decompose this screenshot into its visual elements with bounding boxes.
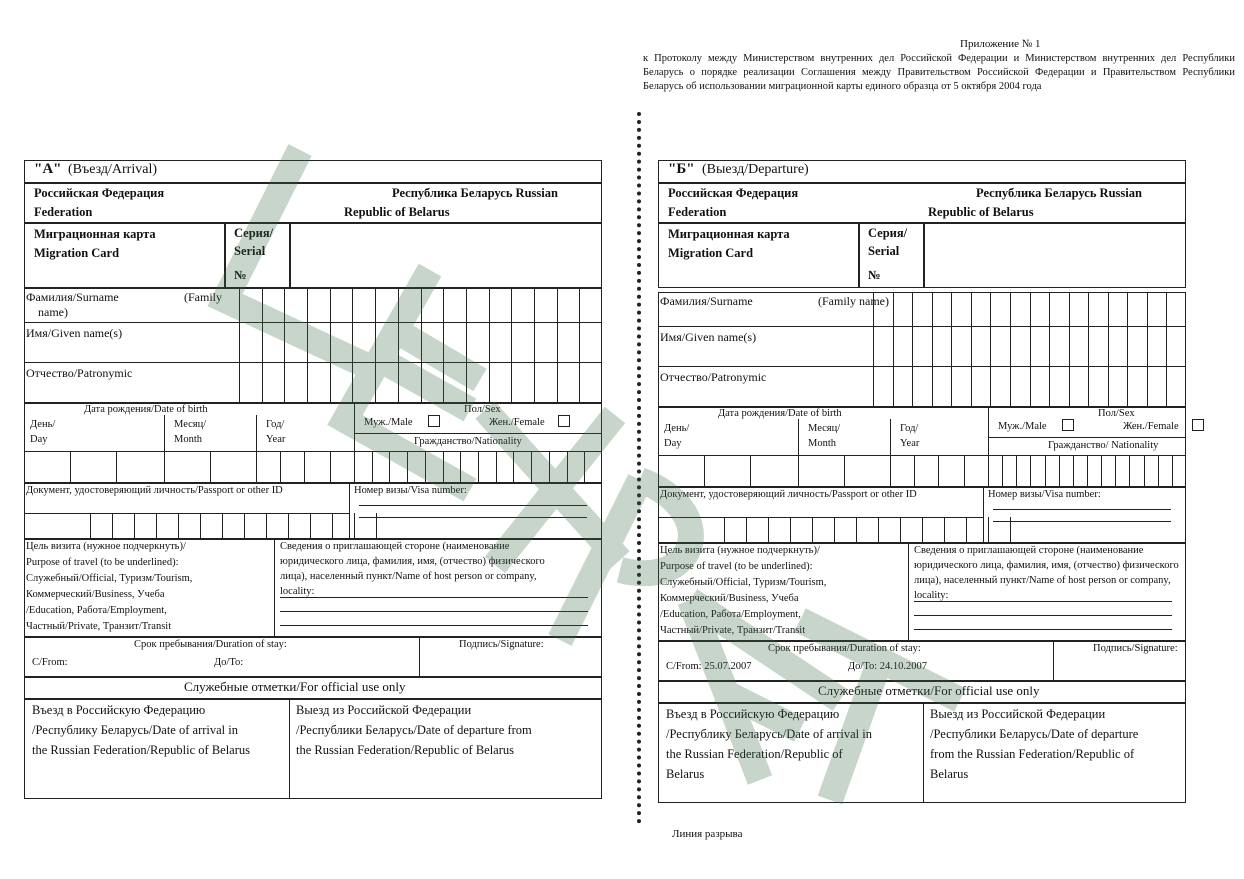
number-sign: № <box>868 268 881 282</box>
duration-label: Срок пребывания/Duration of stay: <box>134 639 287 650</box>
arrival-entry-line: Belarus <box>666 767 705 781</box>
purpose-line: Частный/Private, Транзит/Transit <box>26 621 172 632</box>
day-label-2: Day <box>664 438 682 449</box>
month-label: Месяц/ <box>808 423 841 434</box>
nationality-cell-line <box>460 451 461 483</box>
document-cell-line <box>222 513 223 539</box>
host-underline <box>914 615 1172 616</box>
nationality-cell-line <box>531 451 532 483</box>
purpose-line: Коммерческий/Business, Учеба <box>26 589 165 600</box>
dob-cell-line <box>658 455 659 487</box>
nationality-cell-line <box>1101 455 1102 487</box>
name-grid-cell-line <box>239 288 240 403</box>
rule-line <box>359 505 587 506</box>
dob-cell-line <box>914 455 915 487</box>
name-grid-cell-line <box>1030 292 1031 407</box>
official-label: Служебные отметки/For official use only <box>184 679 406 694</box>
female-checkbox[interactable] <box>558 415 570 427</box>
name-grid-cell-line <box>443 288 444 403</box>
name-grid-cell-line <box>1147 292 1148 407</box>
month-label: Месяц/ <box>174 419 207 430</box>
name-grid-cell-line <box>352 288 353 403</box>
visa-label: Номер визы/Visa number: <box>354 485 467 496</box>
rule-line <box>983 487 984 543</box>
rb-label: Республика Беларусь Russian <box>976 186 1142 200</box>
name-grid-box <box>24 288 602 403</box>
departure-entry-line: Выезд из Российской Федерации <box>296 703 472 717</box>
duration-label: Срок пребывания/Duration of stay: <box>768 643 921 654</box>
document-cell-line <box>178 513 179 539</box>
name-grid-cell-line <box>912 292 913 407</box>
rule-line <box>658 517 983 518</box>
nationality-cell-line <box>354 451 355 483</box>
visa-label: Номер визы/Visa number: <box>988 489 1101 500</box>
dob-cell-line <box>256 451 257 483</box>
name-grid-cell-line <box>489 288 490 403</box>
male-label: Муж./Male <box>998 421 1047 432</box>
host-line: юридического лица, фамилия, имя, (отчество) физического <box>914 560 1179 571</box>
document-cell-line <box>90 513 91 539</box>
rule-line <box>993 509 1171 510</box>
name-grid-cell-line <box>971 292 972 407</box>
name-grid-cell-line <box>307 288 308 403</box>
nationality-cell-line <box>1030 455 1031 487</box>
rule-line <box>349 483 350 539</box>
given-name-label: Имя/Given name(s) <box>26 326 123 340</box>
name-grid-cell-line <box>511 288 512 403</box>
dob-cell-line <box>280 451 281 483</box>
host-underline <box>280 625 588 626</box>
rule-line <box>24 362 602 363</box>
document-cell-line <box>332 513 333 539</box>
name-grid-cell-line <box>579 288 580 403</box>
day-label: День/ <box>664 423 690 434</box>
serial-label-2: Serial <box>234 244 266 258</box>
surname-label: Фамилия/Surname <box>660 294 753 308</box>
departure-entry-line: Belarus <box>930 767 969 781</box>
dob-cell-line <box>750 455 751 487</box>
name-grid-cell-line <box>1010 292 1011 407</box>
host-line: Сведения о приглашающей стороне (наименование <box>914 545 1144 556</box>
document-cell-line <box>156 513 157 539</box>
rule-line <box>908 543 909 641</box>
purpose-line: Служебный/Official, Туризм/Tourism, <box>660 577 827 588</box>
rule-line <box>798 419 799 455</box>
nationality-cell-line <box>584 451 585 483</box>
nationality-cell-line <box>1073 455 1074 487</box>
dob-label: Дата рождения/Date of birth <box>718 408 842 419</box>
name-grid-cell-line <box>1108 292 1109 407</box>
dob-cell-line <box>938 455 939 487</box>
departure-entry-line: /Республики Беларусь/Date of departure <box>930 727 1139 741</box>
purpose-line: /Education, Работа/Employment, <box>660 609 801 620</box>
rule-line <box>923 222 925 288</box>
cut-line-label: Линия разрыва <box>672 828 743 840</box>
arrival-entry-line: the Russian Federation/Republic of <box>666 747 843 761</box>
nationality-label: Гражданство/ Nationality <box>1048 440 1159 451</box>
document-cell-line <box>266 513 267 539</box>
male-checkbox[interactable] <box>428 415 440 427</box>
nationality-cell-line <box>1059 455 1060 487</box>
name-grid-cell-line <box>534 288 535 403</box>
serial-label: Серия/ <box>868 226 908 240</box>
document-cell-line <box>812 517 813 543</box>
document-cell-line <box>724 517 725 543</box>
rule-line <box>24 451 602 452</box>
dob-cell-line <box>964 455 965 487</box>
dob-cell-line <box>798 455 799 487</box>
dob-cell-line <box>164 451 165 483</box>
rf-label-2: Federation <box>34 205 93 219</box>
migration-card-label-2: Migration Card <box>34 246 120 260</box>
serial-number-input[interactable] <box>926 224 1182 286</box>
nationality-cell-line <box>425 451 426 483</box>
patronymic-label: Отчество/Patronymic <box>660 370 767 384</box>
rf-label: Российская Федерация <box>34 186 165 200</box>
purpose-line: Purpose of travel (to be underlined): <box>660 561 813 572</box>
nationality-cell-line <box>1002 455 1003 487</box>
name-grid-cell-line <box>990 292 991 407</box>
document-label: Документ, удостоверяющий личность/Passport or other ID <box>660 489 917 500</box>
dob-cell-line <box>304 451 305 483</box>
document-cell-line <box>834 517 835 543</box>
departure-entry-line: /Республики Беларусь/Date of departure from <box>296 723 532 737</box>
document-cell-line <box>112 513 113 539</box>
document-cell-line <box>790 517 791 543</box>
rule-line <box>224 222 226 288</box>
migration-card-label-2: Migration Card <box>668 246 754 260</box>
nationality-cell-line <box>1172 455 1173 487</box>
nationality-cell-line <box>478 451 479 483</box>
to-label: До/To: <box>214 657 244 668</box>
dob-cell-line <box>890 455 891 487</box>
surname-family-label: (Family name) <box>818 294 889 308</box>
host-line: юридического лица, фамилия, имя, (отчество) физического <box>280 556 545 567</box>
patronymic-label: Отчество/Patronymic <box>26 366 133 380</box>
nationality-cell-line <box>443 451 444 483</box>
male-label: Муж./Male <box>364 417 413 428</box>
name-grid-cell-line <box>375 288 376 403</box>
rf-label: Российская Федерация <box>668 186 799 200</box>
host-line: лица), населенный пункт/Name of host person or company, <box>914 575 1171 586</box>
arrival-entry-line: /Республику Беларусь/Date of arrival in <box>666 727 872 741</box>
from-label: С/From: <box>32 657 68 668</box>
arrival-entry-line: the Russian Federation/Republic of Belarus <box>32 743 251 757</box>
dob-label: Дата рождения/Date of birth <box>84 404 208 415</box>
number-sign: № <box>234 268 247 282</box>
dob-cell-line <box>116 451 117 483</box>
purpose-line: Цель визита (нужное подчеркнуть)/ <box>26 541 186 552</box>
surname-label: Фамилия/Surname <box>26 290 119 304</box>
day-label: День/ <box>30 419 56 430</box>
document-cell-line <box>310 513 311 539</box>
document-cell-line <box>354 513 355 539</box>
migration-card-label: Миграционная карта <box>34 227 156 241</box>
serial-number-input[interactable] <box>292 224 598 286</box>
rule-line <box>419 637 420 677</box>
purpose-line: Коммерческий/Business, Учеба <box>660 593 799 604</box>
rule-line <box>24 322 602 323</box>
nationality-cell-line <box>513 451 514 483</box>
document-cell-line <box>288 513 289 539</box>
document-cell-line <box>988 517 989 543</box>
host-line: Сведения о приглашающей стороне (наименование <box>280 541 510 552</box>
official-label: Служебные отметки/For official use only <box>818 683 1040 698</box>
rule-line <box>274 539 275 637</box>
name-grid-cell-line <box>284 288 285 403</box>
document-cell-line <box>922 517 923 543</box>
year-label-2: Year <box>266 434 286 445</box>
document-cell-line <box>856 517 857 543</box>
nationality-cell-line <box>389 451 390 483</box>
serial-label-2: Serial <box>868 244 900 258</box>
card-part-letter: "Б" <box>668 161 695 177</box>
nationality-label: Гражданство/Nationality <box>414 436 522 447</box>
surname-name-label: name) <box>38 305 68 319</box>
signature-label: Подпись/Signature: <box>459 639 544 650</box>
cut-line <box>637 112 641 824</box>
name-grid-cell-line <box>951 292 952 407</box>
purpose-line: Частный/Private, Транзит/Transit <box>660 625 806 636</box>
sex-label: Пол/Sex <box>464 404 501 415</box>
document-cell-line <box>134 513 135 539</box>
nationality-cell-line <box>567 451 568 483</box>
nationality-cell-line <box>372 451 373 483</box>
name-grid-cell-line <box>330 288 331 403</box>
month-label-2: Month <box>174 434 203 445</box>
host-underline <box>914 629 1172 630</box>
host-underline <box>280 597 588 598</box>
document-cell-line <box>244 513 245 539</box>
nationality-cell-line <box>407 451 408 483</box>
nationality-cell-line <box>1087 455 1088 487</box>
to-label: До/To: 24.10.2007 <box>848 661 928 672</box>
appendix-text: к Протоколу между Министерством внутренних дел Российской Федерации и Министерством внутренних дел Республики Беларусь о порядке реализации Соглашения между Правительством Российской Федерации и Правительством Республики Беларусь об использовании миграционной карты единого образца от 5 октября 2004 года <box>643 53 1235 92</box>
year-label: Год/ <box>266 419 285 430</box>
name-grid-cell-line <box>466 288 467 403</box>
dob-cell-line <box>844 455 845 487</box>
rule-line <box>24 513 349 514</box>
departure-entry-line: from the Russian Federation/Republic of <box>930 747 1135 761</box>
arrival-entry-line: Въезд в Российскую Федерацию <box>32 703 206 717</box>
dob-cell-line <box>70 451 71 483</box>
month-label-2: Month <box>808 438 837 449</box>
rule-line <box>658 455 1186 456</box>
from-label: С/From: 25.07.2007 <box>666 661 752 672</box>
dob-cell-line <box>24 451 25 483</box>
dob-cell-line <box>330 451 331 483</box>
rule-line <box>256 415 257 451</box>
host-underline <box>280 611 588 612</box>
nationality-cell-line <box>1158 455 1159 487</box>
purpose-line: /Education, Работа/Employment, <box>26 605 167 616</box>
rule-line <box>988 437 1186 438</box>
rule-line <box>993 521 1171 522</box>
rule-line <box>858 222 860 288</box>
host-line: лица), населенный пункт/Name of host person or company, <box>280 571 537 582</box>
document-cell-line <box>200 513 201 539</box>
appendix-title: Приложение № 1 <box>960 38 1041 50</box>
rb-label-2: Republic of Belarus <box>344 205 450 219</box>
rf-label-2: Federation <box>668 205 727 219</box>
arrival-entry-line: Въезд в Российскую Федерацию <box>666 707 840 721</box>
female-label: Жен./Female <box>1123 421 1179 432</box>
document-cell-line <box>376 513 377 539</box>
host-line: locality: <box>914 590 949 601</box>
host-line: locality: <box>280 586 315 597</box>
card-part-title: (Въезд/Arrival) <box>68 162 158 177</box>
nationality-cell-line <box>988 455 989 487</box>
nationality-cell-line <box>549 451 550 483</box>
card-part-title: (Выезд/Departure) <box>702 162 809 177</box>
name-grid-cell-line <box>873 292 874 407</box>
name-grid-cell-line <box>1166 292 1167 407</box>
name-grid-cell-line <box>1127 292 1128 407</box>
document-label: Документ, удостоверяющий личность/Passport or other ID <box>26 485 283 496</box>
year-label: Год/ <box>900 423 919 434</box>
name-grid-cell-line <box>893 292 894 407</box>
surname-family-label: (Family <box>184 290 222 304</box>
rule-line <box>658 326 1186 327</box>
purpose-line: Служебный/Official, Туризм/Tourism, <box>26 573 193 584</box>
nationality-cell-line <box>496 451 497 483</box>
signature-label: Подпись/Signature: <box>1093 643 1178 654</box>
rule-line <box>1053 641 1054 681</box>
sex-label: Пол/Sex <box>1098 408 1135 419</box>
name-grid-cell-line <box>262 288 263 403</box>
name-grid-cell-line <box>421 288 422 403</box>
rule-line <box>164 415 165 451</box>
departure-entry-line: the Russian Federation/Republic of Belarus <box>296 743 515 757</box>
name-grid-cell-line <box>1069 292 1070 407</box>
rb-label-2: Republic of Belarus <box>928 205 1034 219</box>
dob-cell-line <box>704 455 705 487</box>
document-cell-line <box>966 517 967 543</box>
name-grid-cell-line <box>557 288 558 403</box>
nationality-cell-line <box>1129 455 1130 487</box>
card-part-letter: "А" <box>34 161 62 177</box>
female-label: Жен./Female <box>489 417 545 428</box>
day-label-2: Day <box>30 434 48 445</box>
nationality-cell-line <box>1144 455 1145 487</box>
name-grid-cell-line <box>1049 292 1050 407</box>
rb-label: Республика Беларусь Russian <box>392 186 558 200</box>
purpose-line: Цель визита (нужное подчеркнуть)/ <box>660 545 820 556</box>
rule-line <box>289 699 290 799</box>
female-checkbox[interactable] <box>1192 419 1204 431</box>
rule-line <box>658 366 1186 367</box>
document-cell-line <box>746 517 747 543</box>
document-cell-line <box>900 517 901 543</box>
male-checkbox[interactable] <box>1062 419 1074 431</box>
rule-line <box>289 222 291 288</box>
rule-line <box>923 703 924 803</box>
host-underline <box>914 601 1172 602</box>
nationality-cell-line <box>1115 455 1116 487</box>
departure-entry-line: Выезд из Российской Федерации <box>930 707 1106 721</box>
given-name-label: Имя/Given name(s) <box>660 330 757 344</box>
dob-cell-line <box>210 451 211 483</box>
rule-line <box>354 433 602 434</box>
document-cell-line <box>944 517 945 543</box>
migration-card-label: Миграционная карта <box>668 227 790 241</box>
purpose-line: Purpose of travel (to be underlined): <box>26 557 179 568</box>
document-cell-line <box>878 517 879 543</box>
name-grid-cell-line <box>932 292 933 407</box>
name-grid-cell-line <box>1088 292 1089 407</box>
document-cell-line <box>768 517 769 543</box>
rule-line <box>359 517 587 518</box>
rule-line <box>890 419 891 455</box>
name-grid-cell-line <box>398 288 399 403</box>
document-cell-line <box>1010 517 1011 543</box>
nationality-cell-line <box>1045 455 1046 487</box>
year-label-2: Year <box>900 438 920 449</box>
arrival-entry-line: /Республику Беларусь/Date of arrival in <box>32 723 238 737</box>
nationality-cell-line <box>1016 455 1017 487</box>
serial-label: Серия/ <box>234 226 274 240</box>
